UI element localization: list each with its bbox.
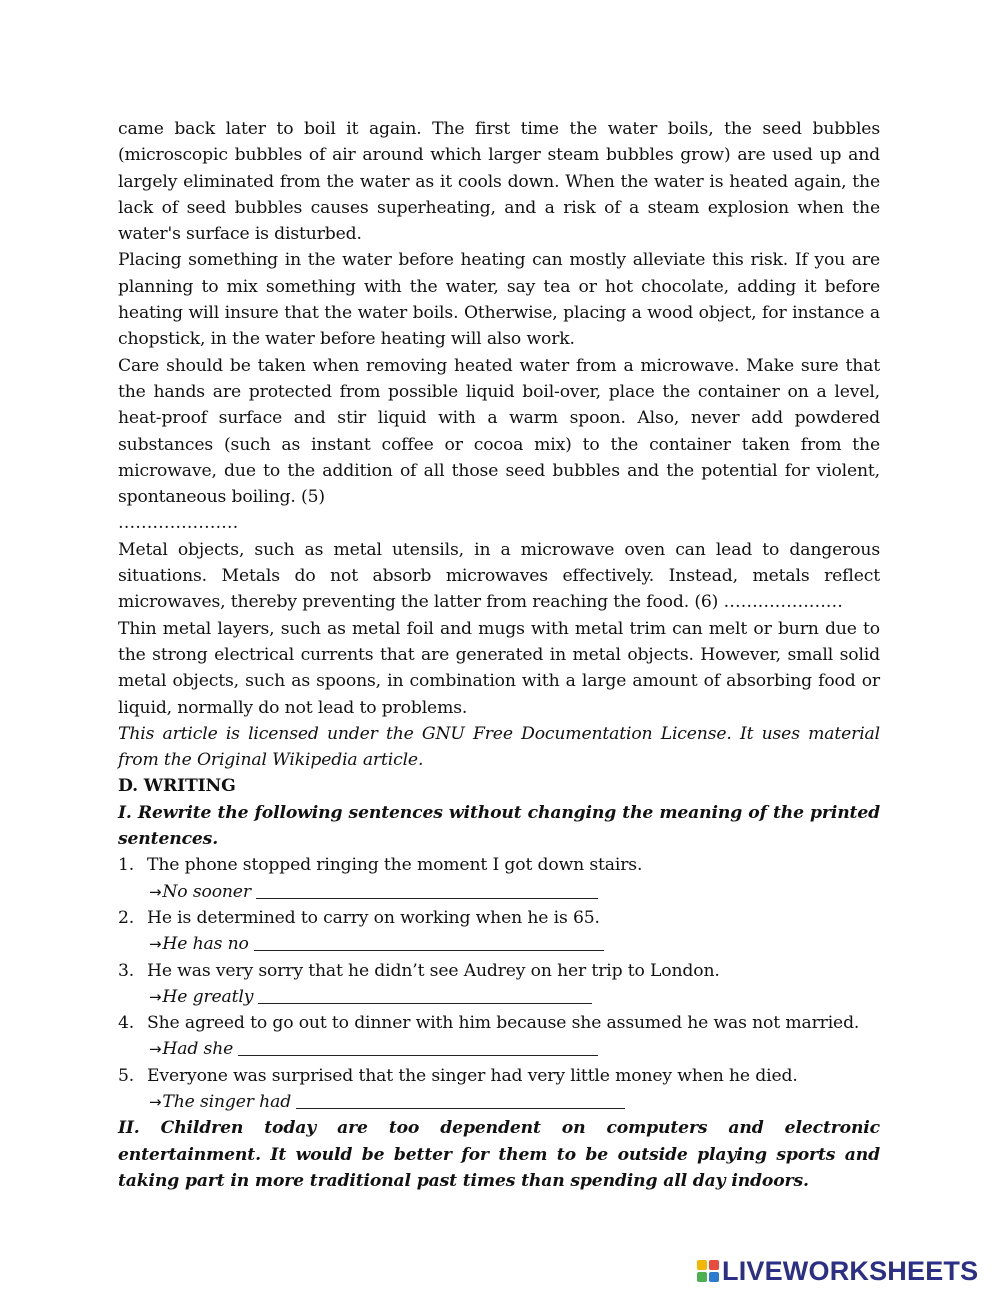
answer-line — [147, 1089, 880, 1115]
answer-prompt: Had she — [162, 1039, 234, 1060]
exercise-sentence: She agreed to go out to dinner with him because she assumed he was not married. — [147, 1013, 860, 1034]
essay-instruction: II. Children today are too dependent on computers and electronic entertainment. It would be better for them to be outside playing sports and taking part in more traditional past times than spending all day indoors. — [118, 1118, 880, 1191]
logo-mark-square — [697, 1260, 707, 1270]
exercise-number: 4. — [118, 1013, 135, 1034]
answer-blank[interactable] — [296, 1107, 625, 1109]
exercise-sentence: He is determined to carry on working when he is 65. — [147, 907, 600, 928]
license-note: This article is licensed under the GNU Free Documentation License. It uses material from the Original Wikipedia article. — [118, 723, 880, 771]
arrow-right-icon: → — [149, 882, 162, 901]
answer-blank[interactable] — [256, 897, 598, 899]
exercise-sentence: Everyone was surprised that the singer had very little money when he died. — [147, 1065, 798, 1086]
exercise-3 — [118, 958, 880, 1011]
exercise-number: 1. — [118, 855, 135, 876]
passage-paragraph-3 — [118, 353, 880, 537]
logo-text: LIVEWORKSHEETS — [722, 1255, 979, 1286]
arrow-right-icon: → — [149, 1092, 162, 1111]
logo-mark-square — [697, 1272, 707, 1282]
rewrite-instruction: I. Rewrite the following sentences without changing the meaning of the printed sentences. — [118, 802, 880, 850]
logo-mark-square — [709, 1272, 719, 1282]
answer-line — [147, 984, 880, 1010]
arrow-right-icon: → — [149, 1040, 162, 1059]
liveworksheets-logo-icon — [697, 1260, 719, 1282]
passage-paragraph-3-text: Care should be taken when removing heated water from a microwave. Make sure that the hands are protected from possible liquid boil-over, place the container on a level, heat-proof surface and stir liquid with a warm spoon. Also, never add powdered substances (such as instant coffee or cocoa mix) to the container taken from the microwave, due to the addition of all those seed bubbles and the potential for violent, spontaneous boiling. (5) — [118, 355, 880, 508]
exercise-number: 5. — [118, 1065, 135, 1086]
passage-paragraph-5: Thin metal layers, such as metal foil and mugs with metal trim can melt or burn due to the strong electrical currents that are generated in metal objects. However, small solid metal objects, such as spoons, in combination with a large amount of absorbing food or liquid, normally do not lead to problems. — [118, 618, 880, 718]
answer-prompt: The singer had — [162, 1091, 292, 1112]
logo-mark-square — [709, 1260, 719, 1270]
answer-prompt: He greatly — [162, 986, 254, 1007]
answer-blank[interactable] — [258, 1002, 592, 1004]
answer-line — [147, 931, 880, 957]
arrow-right-icon: → — [149, 987, 162, 1006]
exercise-1 — [118, 852, 880, 905]
exercise-number: 3. — [118, 960, 135, 981]
passage-paragraph-4: Metal objects, such as metal utensils, in a microwave oven can lead to dangerous situations. Metals do not absorb microwaves effectively. Instead, metals reflect microwaves, thereby preventing the latter from reaching the food. (6) ………………… — [118, 539, 880, 613]
exercise-sentence: The phone stopped ringing the moment I got down stairs. — [147, 855, 643, 876]
answer-prompt: He has no — [162, 934, 249, 955]
liveworksheets-logo — [697, 1257, 978, 1285]
writing-heading: D. WRITING — [118, 776, 236, 797]
arrow-right-icon: → — [149, 935, 162, 954]
exercise-2 — [118, 905, 880, 958]
answer-prompt: No sooner — [162, 881, 251, 902]
worksheet-page — [118, 116, 880, 1194]
gap-5-dots[interactable]: ………………… — [118, 513, 239, 534]
exercise-4 — [118, 1010, 880, 1063]
exercise-5 — [118, 1063, 880, 1116]
exercise-number: 2. — [118, 907, 135, 928]
answer-blank[interactable] — [254, 949, 604, 951]
answer-blank[interactable] — [238, 1054, 598, 1056]
answer-line — [147, 1036, 880, 1062]
exercise-sentence: He was very sorry that he didn’t see Audrey on her trip to London. — [147, 960, 720, 981]
passage-paragraph-1: came back later to boil it again. The first time the water boils, the seed bubbles (microscopic bubbles of air around which larger steam bubbles grow) are used up and largely eliminated from the water as it cools down. When the water is heated again, the lack of seed bubbles causes superheating, and a risk of a steam explosion when the water's surface is disturbed. — [118, 119, 880, 245]
answer-line — [147, 879, 880, 905]
passage-paragraph-2: Placing something in the water before heating can mostly alleviate this risk. If you are planning to mix something with the water, say tea or hot chocolate, adding it before heating will insure that the water boils. Otherwise, placing a wood object, for instance a chopstick, in the water before heating will also work. — [118, 250, 880, 350]
